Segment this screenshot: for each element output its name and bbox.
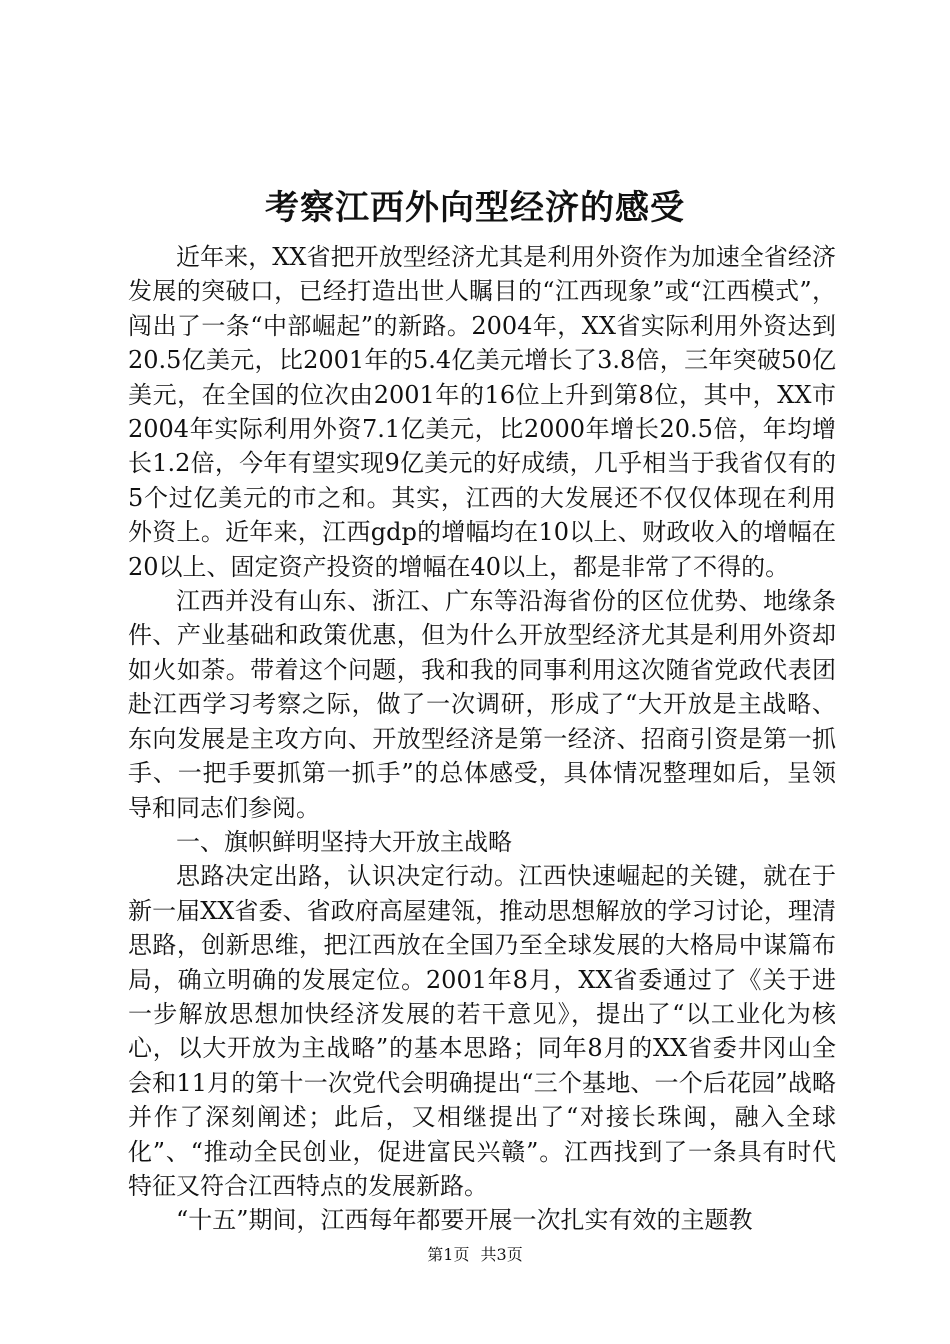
section-heading: 一、旗帜鲜明坚持大开放主战略	[176, 827, 512, 856]
paragraph-question: 江西并没有山东、浙江、广东等沿海省份的区位优势、地缘条件、产业基础和政策优惠，但为什么开放型经济尤其是利用外资却如火如荼。带着这个问题，我和我的同事利用这次随省党政代表团赴江西学习考察之际，做了一次调研，形成了“大开放是主战略、东向发展是主攻方向、开放型经济是第一经济、招商引资是第一抓手、一把手要抓第一抓手”的总体感受，具体情况整理如后，呈领导和同志们参阅。	[128, 587, 836, 822]
paragraph-intro: 近年来，XX省把开放型经济尤其是利用外资作为加速全省经济发展的突破口，已经打造出世人瞩目的“江西现象”或“江西模式”，闯出了一条“中部崛起”的新路。2004年，XX省实际利用外资达到20.5亿美元，比2001年的5.4亿美元增长了3.8倍，三年突破50亿美元，在全国的位次由2001年的16位上升到第8位，其中，XX市2004年实际利用外资7.1亿美元，比2000年增长20.5倍，年均增长1.2倍，今年有望实现9亿美元的好成绩，几乎相当于我省仅有的5个过亿美元的市之和。其实，江西的大发展还不仅仅体现在利用外资上。近年来，江西gdp的增幅均在10以上、财政收入的增幅在20以上、固定资产投资的增幅在40以上，都是非常了不得的。	[128, 243, 836, 581]
paragraph-continued: “十五”期间，江西每年都要开展一次扎实有效的主题教	[176, 1206, 753, 1235]
page-number: 第1页	[427, 1245, 470, 1264]
page-footer	[0, 1244, 950, 1266]
document-title: 考察江西外向型经济的感受	[265, 188, 685, 228]
paragraph-strategy: 思路决定出路，认识决定行动。江西快速崛起的关键，就在于新一届XX省委、省政府高屋建瓴，推动思想解放的学习讨论，理清思路，创新思维，把江西放在全国乃至全球发展的大格局中谋篇布局，确立明确的发展定位。2001年8月，XX省委通过了《关于进一步解放思想加快经济发展的若干意见》，提出了“以工业化为核心，以大开放为主战略”的基本思路；同年8月的XX省委井冈山全会和11月的第十一次党代会明确提出“三个基地、一个后花园”战略并作了深刻阐述；此后，又相继提出了“对接长珠闽，融入全球化”、“推动全民创业，促进富民兴赣”。江西找到了一条具有时代特征又符合江西特点的发展新路。	[128, 862, 836, 1200]
page-total: 共3页	[480, 1245, 523, 1264]
document-body	[128, 240, 836, 1238]
